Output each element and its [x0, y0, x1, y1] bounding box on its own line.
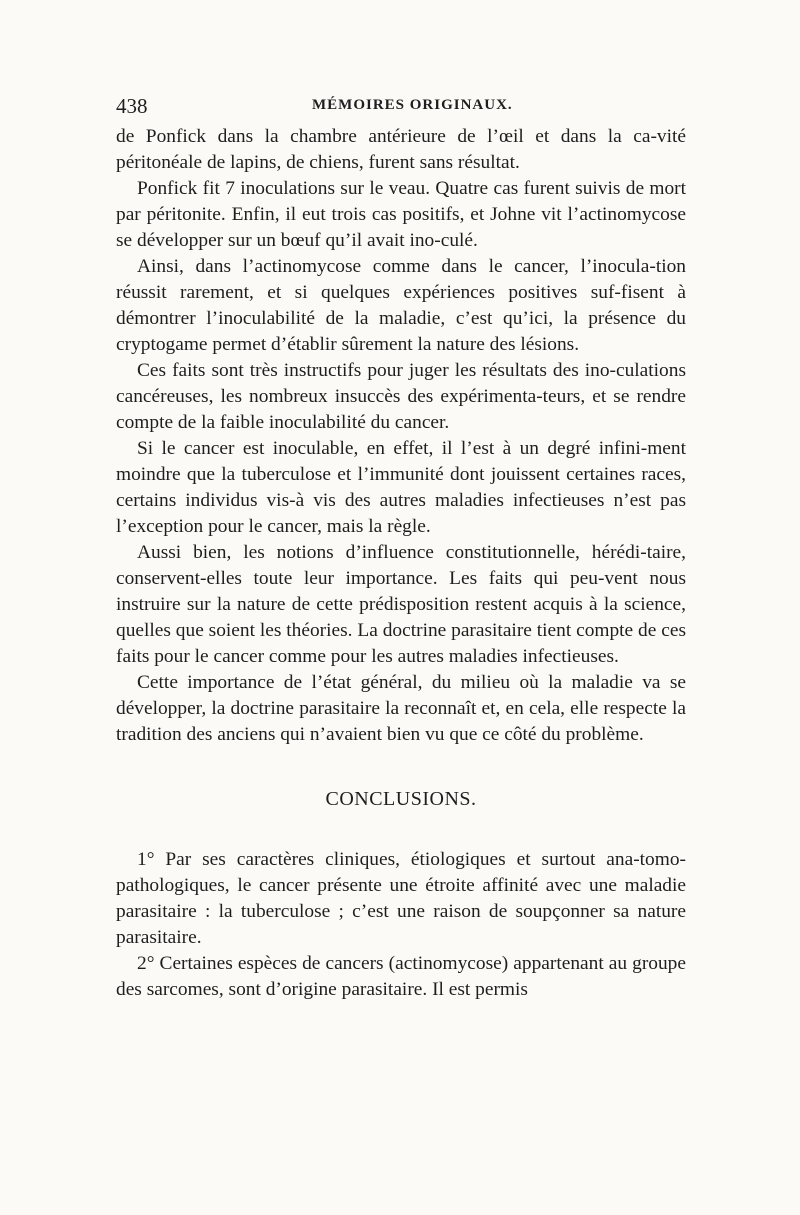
paragraph: Ainsi, dans l’actinomycose comme dans le cancer, l’inocula-tion réussit rarement, et si quelques expériences positives suf-fisent à démontrer l’inoculabilité de la maladie, c’est qu’ici, la présence du cryptogame permet d’établir sûrement la nature des lésions. — [116, 256, 686, 355]
page-number: 438 — [116, 94, 148, 118]
paragraph: Ces faits sont très instructifs pour juger les résultats des ino-culations cancéreuses, les nombreux insuccès des expérimenta-teurs, et se rendre compte de la faible inoculabilité du cancer. — [116, 360, 686, 433]
running-title: MÉMOIRES ORIGINAUX. — [312, 97, 513, 113]
paragraph: de Ponfick dans la chambre antérieure de l’œil et dans la ca-vité péritonéale de lapins, de chiens, furent sans résultat. — [116, 126, 686, 173]
paragraph: Si le cancer est inoculable, en effet, il l’est à un degré infini-ment moindre que la tuberculose et l’immunité dont jouissent certaines races, certains individus vis-à vis des autres maladies infectieuses n’est pas l’exception pour le cancer, mais la règle. — [116, 438, 686, 537]
body-text — [116, 124, 686, 1003]
paragraph: Ponfick fit 7 inoculations sur le veau. Quatre cas furent suivis de mort par péritonite. Enfin, il eut trois cas positifs, et Johne vit l’actinomycose se développer sur un bœuf qu’il avait ino-culé. — [116, 178, 686, 251]
section-title: CONCLUSIONS. — [325, 788, 477, 810]
paragraph: Cette importance de l’état général, du milieu où la maladie va se développer, la doctrine parasitaire la reconnaît et, en cela, elle respecte la tradition des anciens qui n’avaient bien vu que ce côté du problème. — [116, 672, 686, 745]
paragraph: Aussi bien, les notions d’influence constitutionnelle, hérédi-taire, conservent-elles toute leur importance. Les faits qui peu-vent nous instruire sur la nature de cette prédisposition restent acquis à la science, quelles que soient les théories. La doctrine parasitaire tient compte de ces faits pour le cancer comme pour les autres maladies infectieuses. — [116, 542, 686, 667]
book-page — [116, 94, 686, 1003]
conclusion-item: 1° Par ses caractères cliniques, étiologiques et surtout ana-tomo-pathologiques, le cancer présente une étroite affinité avec une maladie parasitaire : la tuberculose ; c’est une raison de soupçonner sa nature parasitaire. — [116, 849, 686, 948]
running-header — [116, 94, 686, 124]
conclusion-item: 2° Certaines espèces de cancers (actinomycose) appartenant au groupe des sarcomes, sont d’origine parasitaire. Il est permis — [116, 953, 686, 1000]
